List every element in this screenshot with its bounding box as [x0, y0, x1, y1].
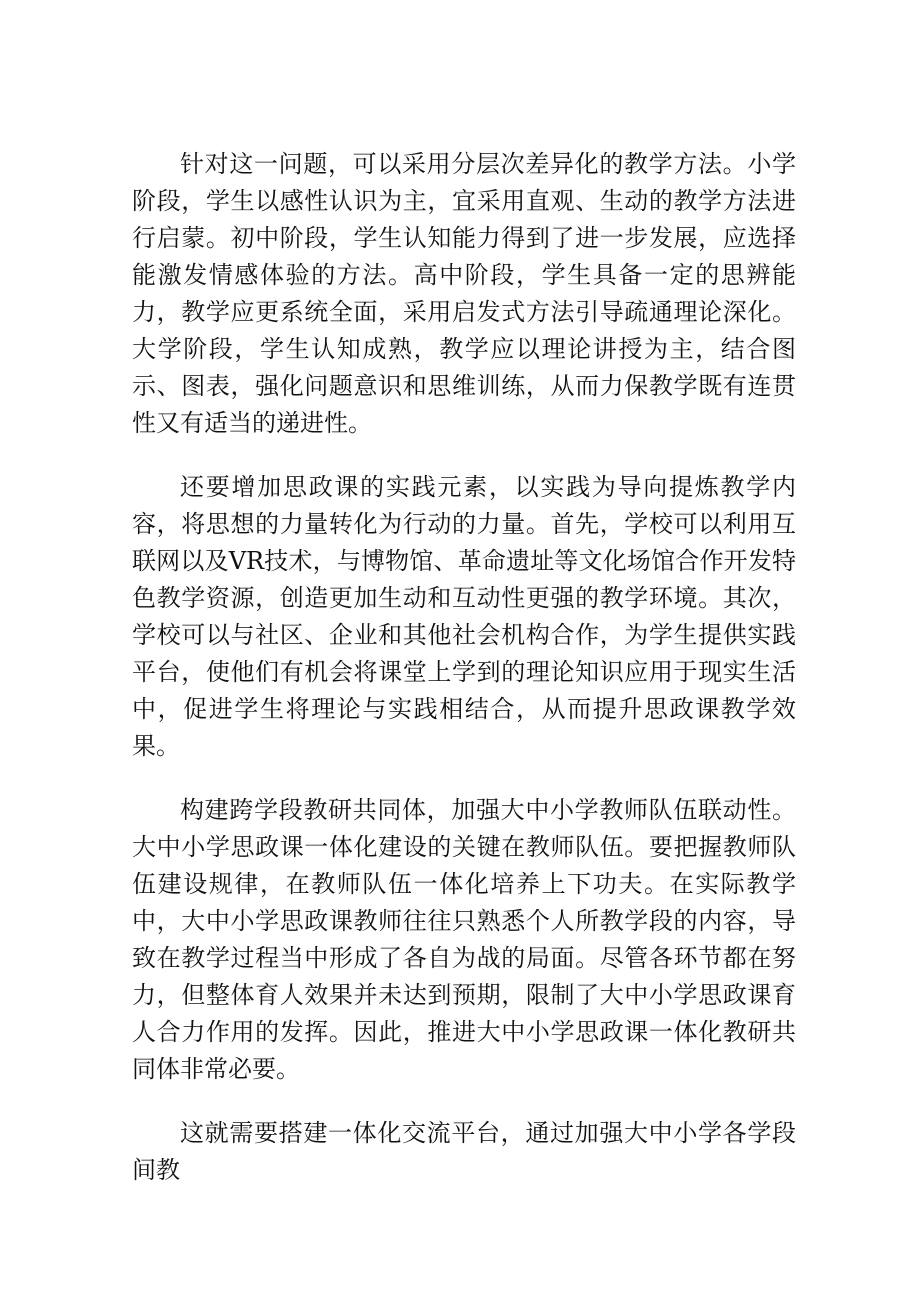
paragraph-4: 这就需要搭建一体化交流平台，通过加强大中小学各学段间教 — [132, 1119, 796, 1184]
paragraph-1: 针对这一问题，可以采用分层次差异化的教学方法。小学阶段，学生以感性认识为主，宜采用直观、生动的教学方法进行启蒙。初中阶段，学生认知能力得到了进一步发展，应选择能激发情感体验的方法。高中阶段，学生具备一定的思辨能力，教学应更系统全面，采用启发式方法引导疏通理论深化。大学阶段，学生认知成熟，教学应以理论讲授为主，结合图示、图表，强化问题意识和思维训练，从而力保教学既有连贯性又有适当的递进性。 — [132, 150, 796, 437]
document-body — [132, 146, 796, 1216]
paragraph-2: 还要增加思政课的实践元素，以实践为导向提炼教学内容，将思想的力量转化为行动的力量。首先，学校可以利用互联网以及VR技术，与博物馆、革命遗址等文化场馆合作开发特色教学资源，创造更加生动和互动性更强的教学环境。其次，学校可以与社区、企业和其他社会机构合作，为学生提供实践平台，使他们有机会将课堂上学到的理论知识应用于现实生活中，促进学生将理论与实践相结合，从而提升思政课教学效果。 — [132, 473, 796, 760]
paragraph-3: 构建跨学段教研共同体，加强大中小学教师队伍联动性。大中小学思政课一体化建设的关键在教师队伍。要把握教师队伍建设规律，在教师队伍一体化培养上下功夫。在实际教学中，大中小学思政课教师往往只熟悉个人所教学段的内容，导致在教学过程当中形成了各自为战的局面。尽管各环节都在努力，但整体育人效果并未达到预期，限制了大中小学思政课育人合力作用的发挥。因此，推进大中小学思政课一体化教研共同体非常必要。 — [132, 796, 796, 1083]
